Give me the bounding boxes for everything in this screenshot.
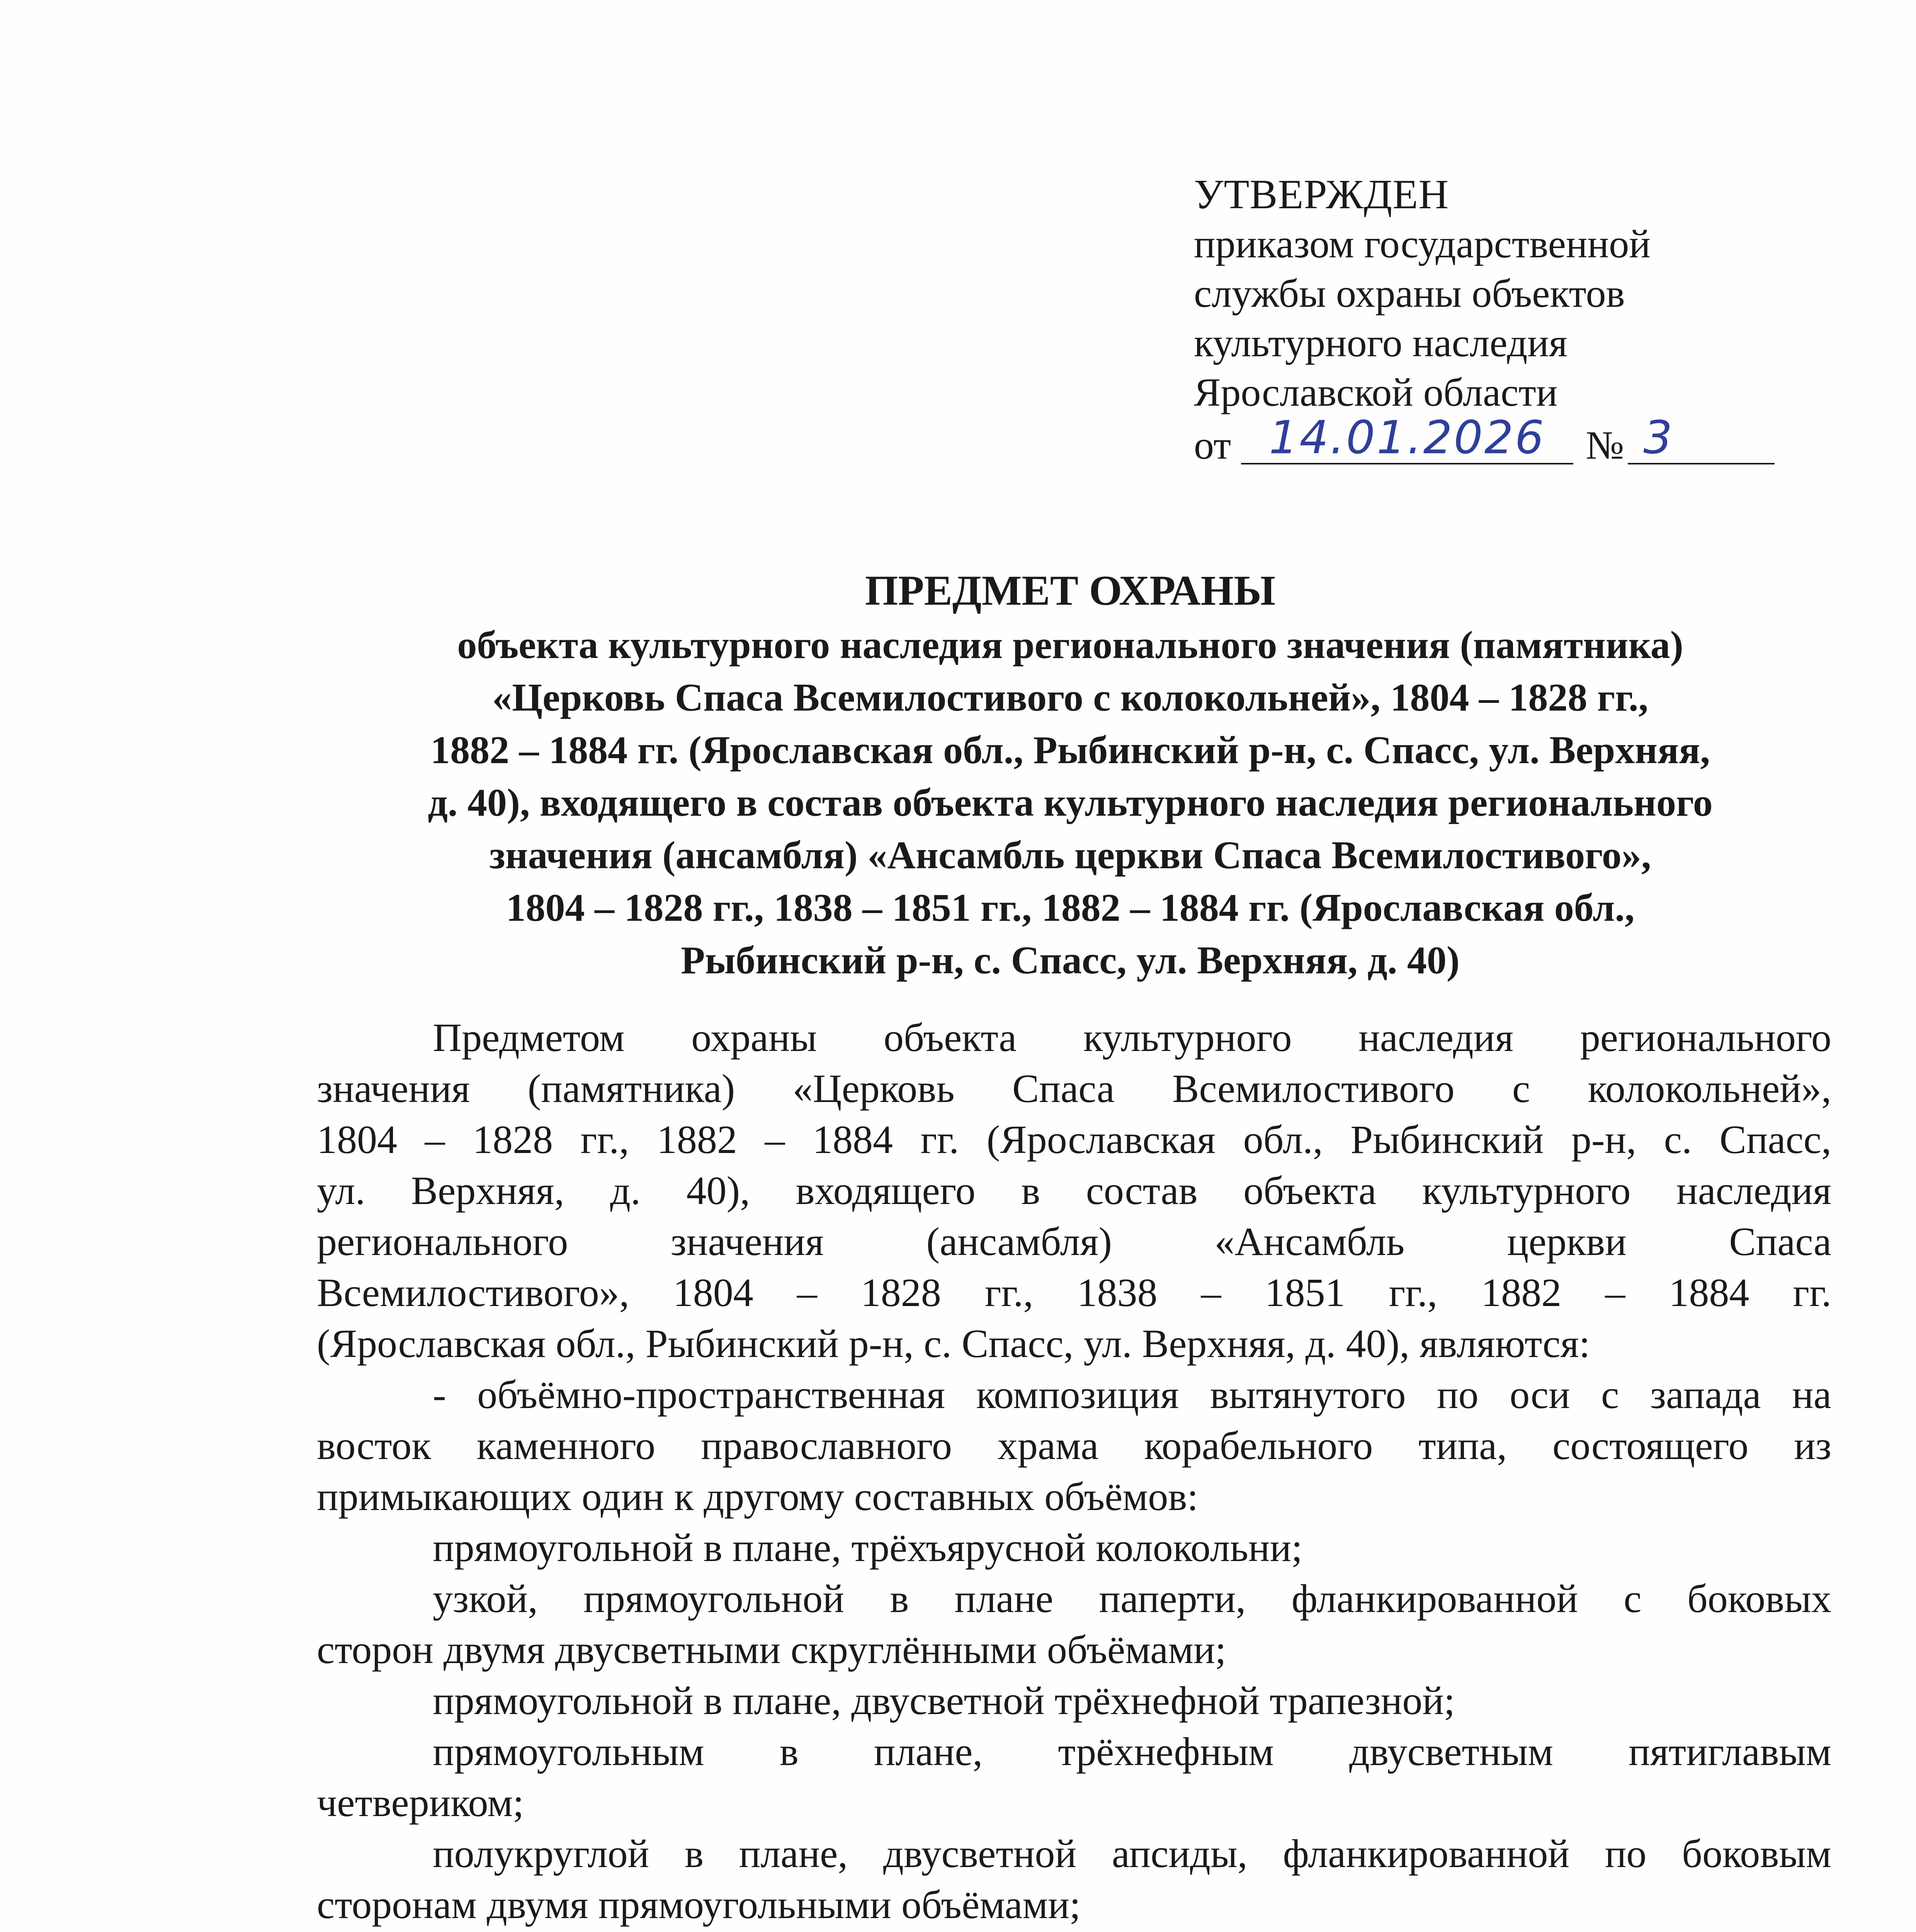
body-line: значения (памятника) «Церковь Спаса Всемилостивого с колокольней»,	[317, 1066, 1831, 1111]
approval-block	[1194, 170, 1851, 470]
approval-line: Ярославской области	[1194, 370, 1558, 415]
title-line: 1882 – 1884 гг. (Ярославская обл., Рыбинский р-н, с. Спасс, ул. Верхняя,	[430, 728, 1710, 772]
title-line: 1804 – 1828 гг., 1838 – 1851 гг., 1882 – 1884 гг. (Ярославская обл.,	[506, 886, 1635, 930]
body-line: (Ярославская обл., Рыбинский р-н, с. Спасс, ул. Верхняя, д. 40), являются:	[317, 1321, 1590, 1366]
approval-line: службы охраны объектов	[1194, 271, 1625, 316]
title-main: ПРЕДМЕТ ОХРАНЫ	[865, 567, 1276, 614]
document-title	[317, 564, 1824, 987]
title-line: Рыбинский р-н, с. Спасс, ул. Верхняя, д. 40)	[681, 939, 1460, 982]
body-line: примыкающих один к другому составных объёмов:	[317, 1475, 1199, 1519]
body-line: прямоугольной в плане, двусветной трёхнефной трапезной;	[433, 1679, 1455, 1723]
date-field	[1241, 411, 1573, 464]
number-sign: №	[1586, 423, 1624, 468]
body-line: полукруглой в плане, двусветной апсиды, фланкированной по боковым	[433, 1832, 1831, 1876]
body-line: ул. Верхняя, д. 40), входящего в состав объекта культурного наследия	[317, 1168, 1831, 1213]
body-line: - объёмно-пространственная композиция вытянутого по оси с запада на	[433, 1372, 1831, 1417]
title-line: д. 40), входящего в состав объекта культурного наследия регионального	[428, 781, 1713, 825]
body-line: четвериком;	[317, 1781, 524, 1825]
approval-heading: УТВЕРЖДЕН	[1194, 172, 1449, 218]
body-line	[317, 1930, 1831, 1932]
title-line: «Церковь Спаса Всемилостивого с колокольней», 1804 – 1828 гг.,	[492, 676, 1649, 719]
handwritten-date: 14.01.2026	[1269, 411, 1545, 464]
approval-line: приказом государственной	[1194, 222, 1651, 266]
title-line: объекта культурного наследия регионального значения (памятника)	[457, 623, 1683, 667]
number-field	[1628, 411, 1775, 464]
approval-line: культурного наследия	[1194, 321, 1567, 365]
handwritten-number: 3	[1643, 411, 1674, 464]
body-line: прямоугольным в плане, трёхнефным двусветным пятиглавым	[433, 1730, 1831, 1774]
body-line: узкой, прямоугольной в плане паперти, фланкированной с боковых	[433, 1577, 1831, 1621]
body-line: Всемилостивого», 1804 – 1828 гг., 1838 – 1851 гг., 1882 – 1884 гг.	[317, 1270, 1831, 1315]
body-line: восток каменного православного храма корабельного типа, состоящего из	[317, 1423, 1831, 1468]
body-line: сторон двумя двусветными скруглёнными объёмами;	[317, 1628, 1226, 1672]
body-line: прямоугольной в плане, трёхъярусной колокольни;	[433, 1526, 1303, 1570]
body-line: 1804 – 1828 гг., 1882 – 1884 гг. (Ярославская обл., Рыбинский р-н, с. Спасс,	[317, 1117, 1831, 1162]
document-body	[317, 1012, 1831, 1932]
body-line: регионального значения (ансамбля) «Ансамбль церкви Спаса	[317, 1219, 1831, 1264]
title-line: значения (ансамбля) «Ансамбль церкви Спаса Всемилостивого»,	[489, 833, 1651, 877]
body-line: Предметом охраны объекта культурного наследия регионального	[433, 1015, 1831, 1060]
body-line: сторонам двумя прямоугольными объёмами;	[317, 1883, 1081, 1927]
date-prefix: от	[1194, 423, 1231, 468]
approval-date-row	[1194, 411, 1851, 470]
